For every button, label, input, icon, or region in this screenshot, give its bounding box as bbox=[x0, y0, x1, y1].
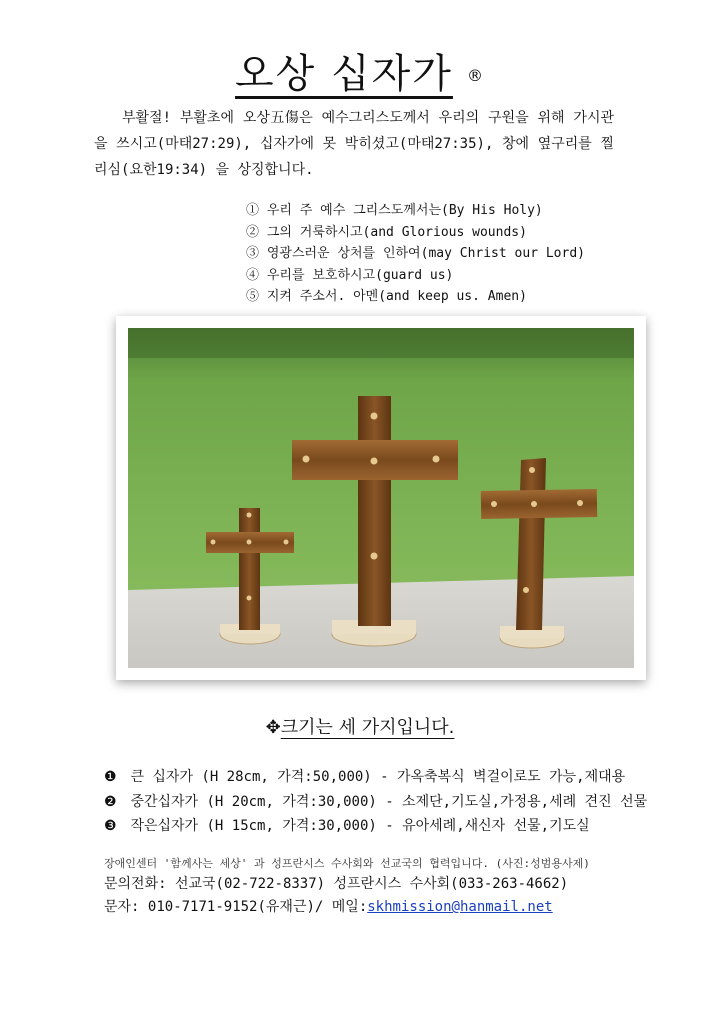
title-text: 오상 십자가 bbox=[235, 51, 453, 97]
prayer-line: ③ 영광스러운 상처를 인하여(may Christ our Lord) bbox=[246, 246, 585, 261]
registered-mark: ® bbox=[466, 66, 485, 85]
prayer-line: ① 우리 주 예수 그리스도께서는(By His Holy) bbox=[246, 203, 543, 218]
prayer-list bbox=[246, 200, 585, 308]
prayer-line: ② 그의 거룩하시고(and Glorious wounds) bbox=[246, 224, 527, 240]
email-link[interactable]: skhmission@hanmail.net bbox=[367, 899, 553, 915]
page-title bbox=[0, 42, 720, 99]
mobile-prefix: 문자: 010-7171-9152(유재근)/ 메일: bbox=[104, 899, 368, 915]
size-text: 큰 십자가 (H 28cm, 가격:50,000) - 가옥축복식 벽걸이로도 가능,제대용 bbox=[130, 769, 626, 785]
sizes-list bbox=[104, 765, 647, 839]
prayer-line: ⑤ 지켜 주소서. 아멘(and keep us. Amen) bbox=[246, 289, 527, 304]
size-text: 작은십자가 (H 15cm, 가격:30,000) - 유아세례,새신자 선물,기도실 bbox=[130, 818, 590, 834]
mobile-contact bbox=[104, 896, 590, 919]
list-item bbox=[104, 790, 647, 815]
product-photo bbox=[116, 316, 646, 680]
size-text: 중간십자가 (H 20cm, 가격:30,000) - 소제단,기도실,가정용,세례 견진 선물 bbox=[130, 793, 648, 810]
contact-footer bbox=[104, 855, 590, 919]
intro-section bbox=[94, 105, 614, 183]
partnership-note: 장애인센터 '함께사는 세상' 과 성프란시스 수사회와 선교국의 협력입니다. (사진:성범용사제) bbox=[104, 857, 590, 870]
sizes-heading bbox=[0, 713, 720, 739]
size-marker: ❶ bbox=[104, 769, 117, 785]
list-item bbox=[104, 765, 647, 790]
phone-contact: 문의전화: 선교국(02-722-8337) 성프란시스 수사회(033-263-4662) bbox=[104, 876, 569, 892]
intro-paragraph: 부활절! 부활초에 오상五傷은 예수그리스도께서 우리의 구원을 위해 가시관을 쓰시고(마태27:29), 십자가에 못 박히셨고(마태27:35), 창에 옆구리를 찔리심(요한19:34) 을 상징합니다. bbox=[94, 110, 614, 178]
prayer-line: ④ 우리를 보호하시고(guard us) bbox=[246, 267, 454, 283]
diamond-bullet-icon: ✥ bbox=[265, 717, 281, 738]
size-marker: ❸ bbox=[104, 818, 117, 834]
size-marker: ❷ bbox=[104, 793, 117, 810]
crosses-photo-image bbox=[128, 328, 634, 668]
sizes-heading-text: 크기는 세 가지입니다. bbox=[280, 717, 455, 738]
list-item bbox=[104, 814, 647, 839]
